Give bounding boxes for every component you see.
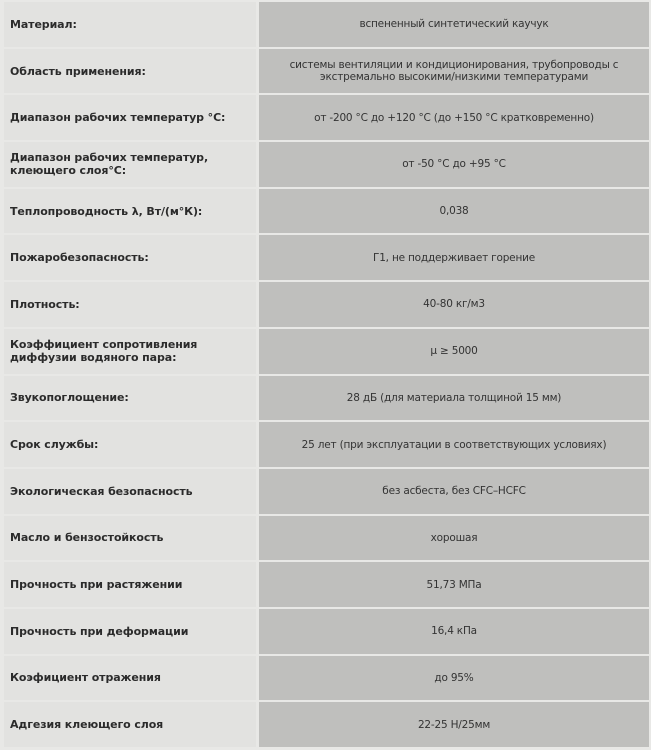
spec-value: от -50 °С до +95 °С — [259, 142, 649, 187]
spec-row-density — [0, 282, 651, 327]
spec-row-application — [0, 49, 651, 94]
spec-value: от -200 °С до +120 °С (до +150 °С кратковременно) — [259, 95, 649, 140]
spec-value: без асбеста, без CFC–HCFC — [259, 469, 649, 514]
spec-label: Область применения: — [4, 49, 256, 94]
spec-value: 51,73 МПа — [259, 562, 649, 607]
spec-label: Прочность при деформации — [4, 609, 256, 654]
spec-value: 28 дБ (для материала толщиной 15 мм) — [259, 376, 649, 421]
spec-value: 40-80 кг/м3 — [259, 282, 649, 327]
spec-label: Масло и бензостойкость — [4, 516, 256, 561]
spec-label: Коэффициент сопротивления диффузии водяного пара: — [4, 329, 256, 374]
spec-value: хорошая — [259, 516, 649, 561]
spec-row-deformation-strength — [0, 609, 651, 654]
spec-label: Экологическая безопасность — [4, 469, 256, 514]
spec-row-service-life — [0, 422, 651, 467]
spec-row-thermal-conductivity — [0, 189, 651, 234]
spec-label: Материал: — [4, 2, 256, 47]
spec-label: Адгезия клеющего слоя — [4, 702, 256, 747]
spec-label: Пожаробезопасность: — [4, 235, 256, 280]
spec-label: Прочность при растяжении — [4, 562, 256, 607]
spec-value: 22-25 Н/25мм — [259, 702, 649, 747]
spec-row-vapor-diffusion — [0, 329, 651, 374]
spec-value: μ ≥ 5000 — [259, 329, 649, 374]
spec-value: системы вентиляции и кондиционирования, трубопроводы с экстремально высокими/низкими температурами — [259, 49, 649, 94]
spec-row-material — [0, 2, 651, 47]
spec-value: 25 лет (при эксплуатации в соответствующих условиях) — [259, 422, 649, 467]
spec-row-tensile-strength — [0, 562, 651, 607]
spec-row-sound-absorption — [0, 376, 651, 421]
spec-row-ecological-safety — [0, 469, 651, 514]
spec-label: Плотность: — [4, 282, 256, 327]
spec-label: Диапазон рабочих температур, клеющего слоя°С: — [4, 142, 256, 187]
spec-label: Диапазон рабочих температур °С: — [4, 95, 256, 140]
spec-label: Срок службы: — [4, 422, 256, 467]
spec-label: Звукопоглощение: — [4, 376, 256, 421]
spec-row-adhesion — [0, 702, 651, 747]
spec-label: Теплопроводность λ, Вт/(м°К): — [4, 189, 256, 234]
spec-row-temperature-range — [0, 95, 651, 140]
spec-row-reflection — [0, 656, 651, 701]
spec-value: вспененный синтетический каучук — [259, 2, 649, 47]
spec-row-adhesive-temperature — [0, 142, 651, 187]
spec-label: Коэфициент отражения — [4, 656, 256, 701]
spec-row-oil-resistance — [0, 516, 651, 561]
spec-value: Г1, не поддерживает горение — [259, 235, 649, 280]
spec-row-fire-safety — [0, 235, 651, 280]
spec-value: 16,4 кПа — [259, 609, 649, 654]
spec-value: до 95% — [259, 656, 649, 701]
spec-value: 0,038 — [259, 189, 649, 234]
